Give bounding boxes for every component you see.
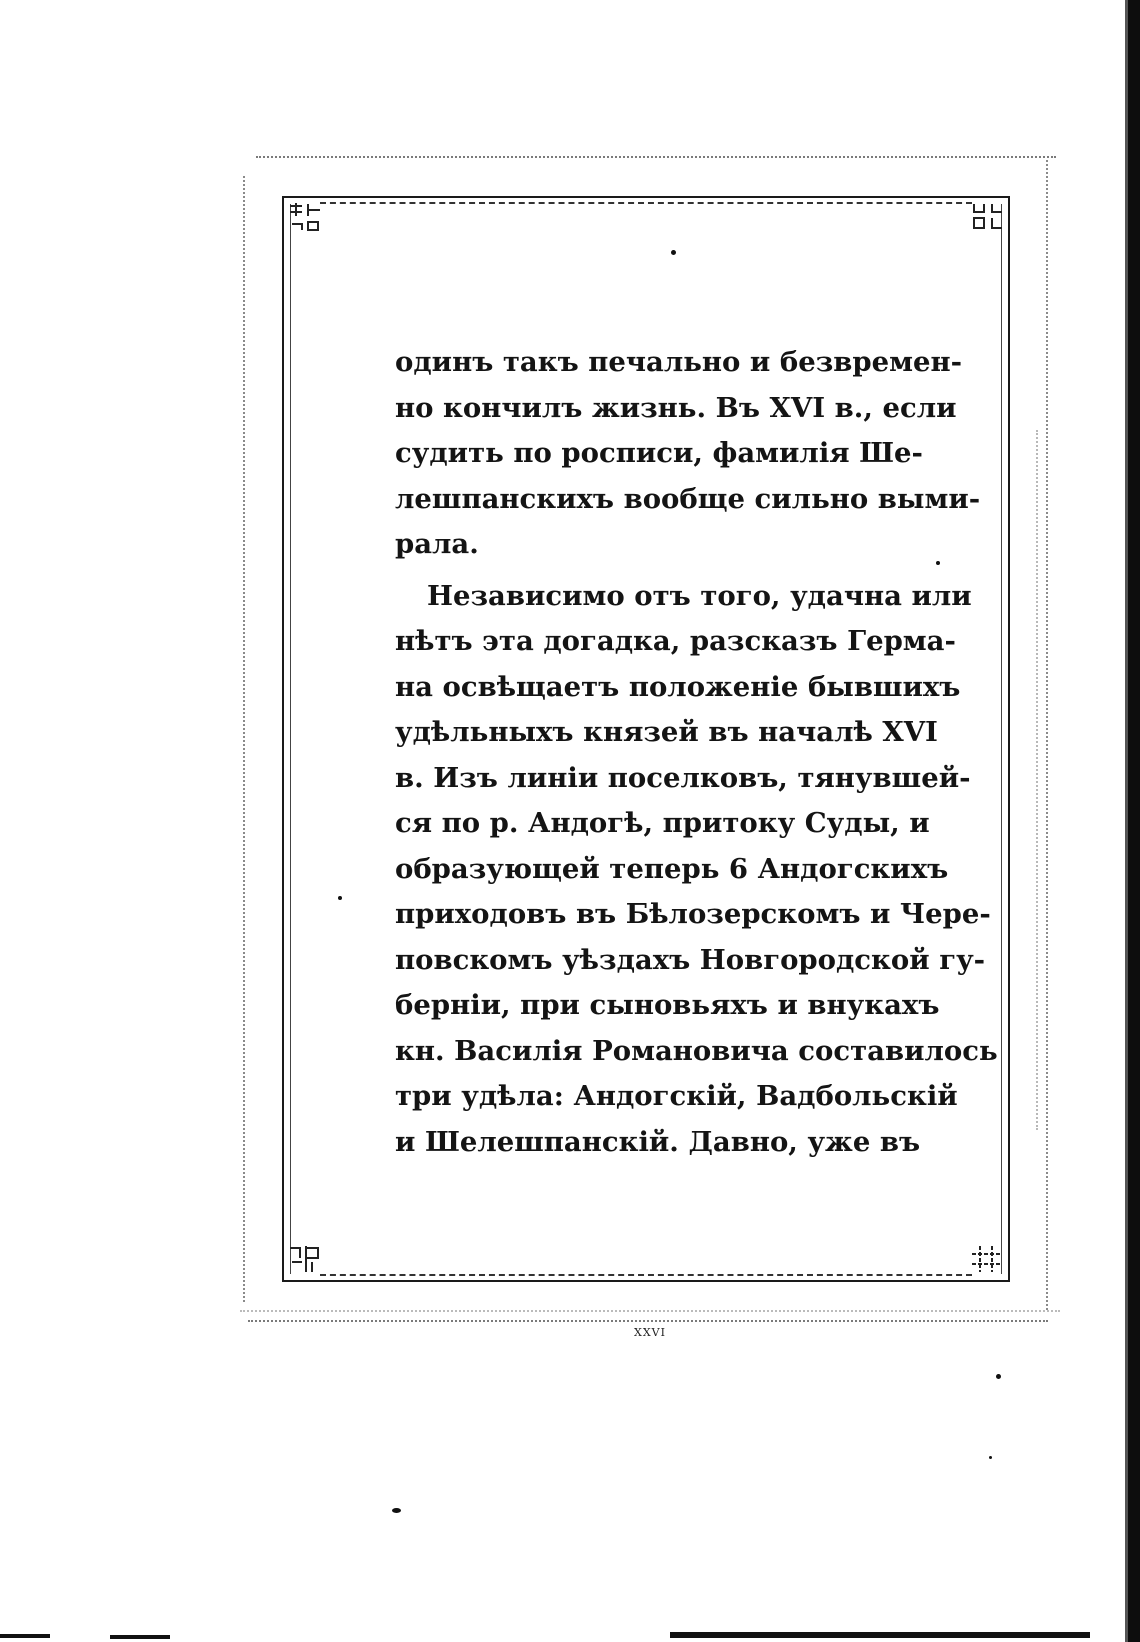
scan-speck xyxy=(996,1374,1001,1379)
corner-ornament-icon xyxy=(970,1244,1004,1274)
text-line: рала. xyxy=(395,528,479,560)
scan-guide-right-inner xyxy=(1036,430,1038,1130)
corner-ornament-icon xyxy=(288,1244,322,1274)
text-line: судить по росписи, фамилія Ше- xyxy=(395,437,923,469)
scan-guide-top xyxy=(256,156,1056,158)
scan-smudge xyxy=(110,1635,170,1639)
text-line: три удѣла: Андогскій, Вадбольскій xyxy=(395,1080,958,1112)
scan-speck xyxy=(671,250,676,255)
text-line: приходовъ въ Бѣлозерскомъ и Чере- xyxy=(395,898,991,930)
scan-smudge xyxy=(670,1632,1090,1638)
text-line: и Шелешпанскій. Давно, уже въ xyxy=(395,1125,921,1158)
scan-guide-right xyxy=(1046,160,1048,1310)
text-line: лешпанскихъ вообще сильно выми- xyxy=(395,482,981,515)
frame-rule-bottom xyxy=(320,1274,972,1276)
frame-rule-top xyxy=(320,202,972,204)
scan-speck xyxy=(989,1456,992,1459)
text-line: образующей теперь 6 Андогскихъ xyxy=(395,852,949,885)
scan-smudge xyxy=(0,1634,50,1638)
text-line: берніи, при сыновьяхъ и внукахъ xyxy=(395,989,940,1021)
scan-guide-left xyxy=(243,176,245,1302)
page-edge xyxy=(1128,0,1140,1642)
text-line: кн. Василія Романовича составилось xyxy=(395,1034,998,1067)
main-text xyxy=(395,340,998,1165)
corner-ornament-icon xyxy=(288,202,322,232)
scan-speck xyxy=(392,1508,401,1513)
page-number: XXVI xyxy=(634,1326,666,1339)
text-line: в. Изъ линіи поселковъ, тянувшей- xyxy=(395,761,971,794)
text-line: удѣльныхъ князей въ началѣ XVI xyxy=(395,716,938,748)
text-line: одинъ такъ печально и безвремен- xyxy=(395,346,963,378)
text-line: Независимо отъ того, удачна или xyxy=(427,579,972,612)
text-line: на освѣщаетъ положеніе бывшихъ xyxy=(395,670,961,703)
scan-guide-bottom xyxy=(248,1320,1048,1322)
text-line: но кончилъ жизнь. Въ XVI в., если xyxy=(395,391,957,424)
text-line: ся по р. Андогѣ, притоку Суды, и xyxy=(395,807,930,839)
corner-ornament-icon xyxy=(970,202,1004,232)
scan-speck xyxy=(338,896,342,900)
text-line: нѣтъ эта догадка, разсказъ Герма- xyxy=(395,625,956,657)
scan-speck xyxy=(936,561,940,565)
scan-guide-bottom-2 xyxy=(240,1310,1060,1312)
text-line: повскомъ уѣздахъ Новгородской гу- xyxy=(395,943,986,976)
